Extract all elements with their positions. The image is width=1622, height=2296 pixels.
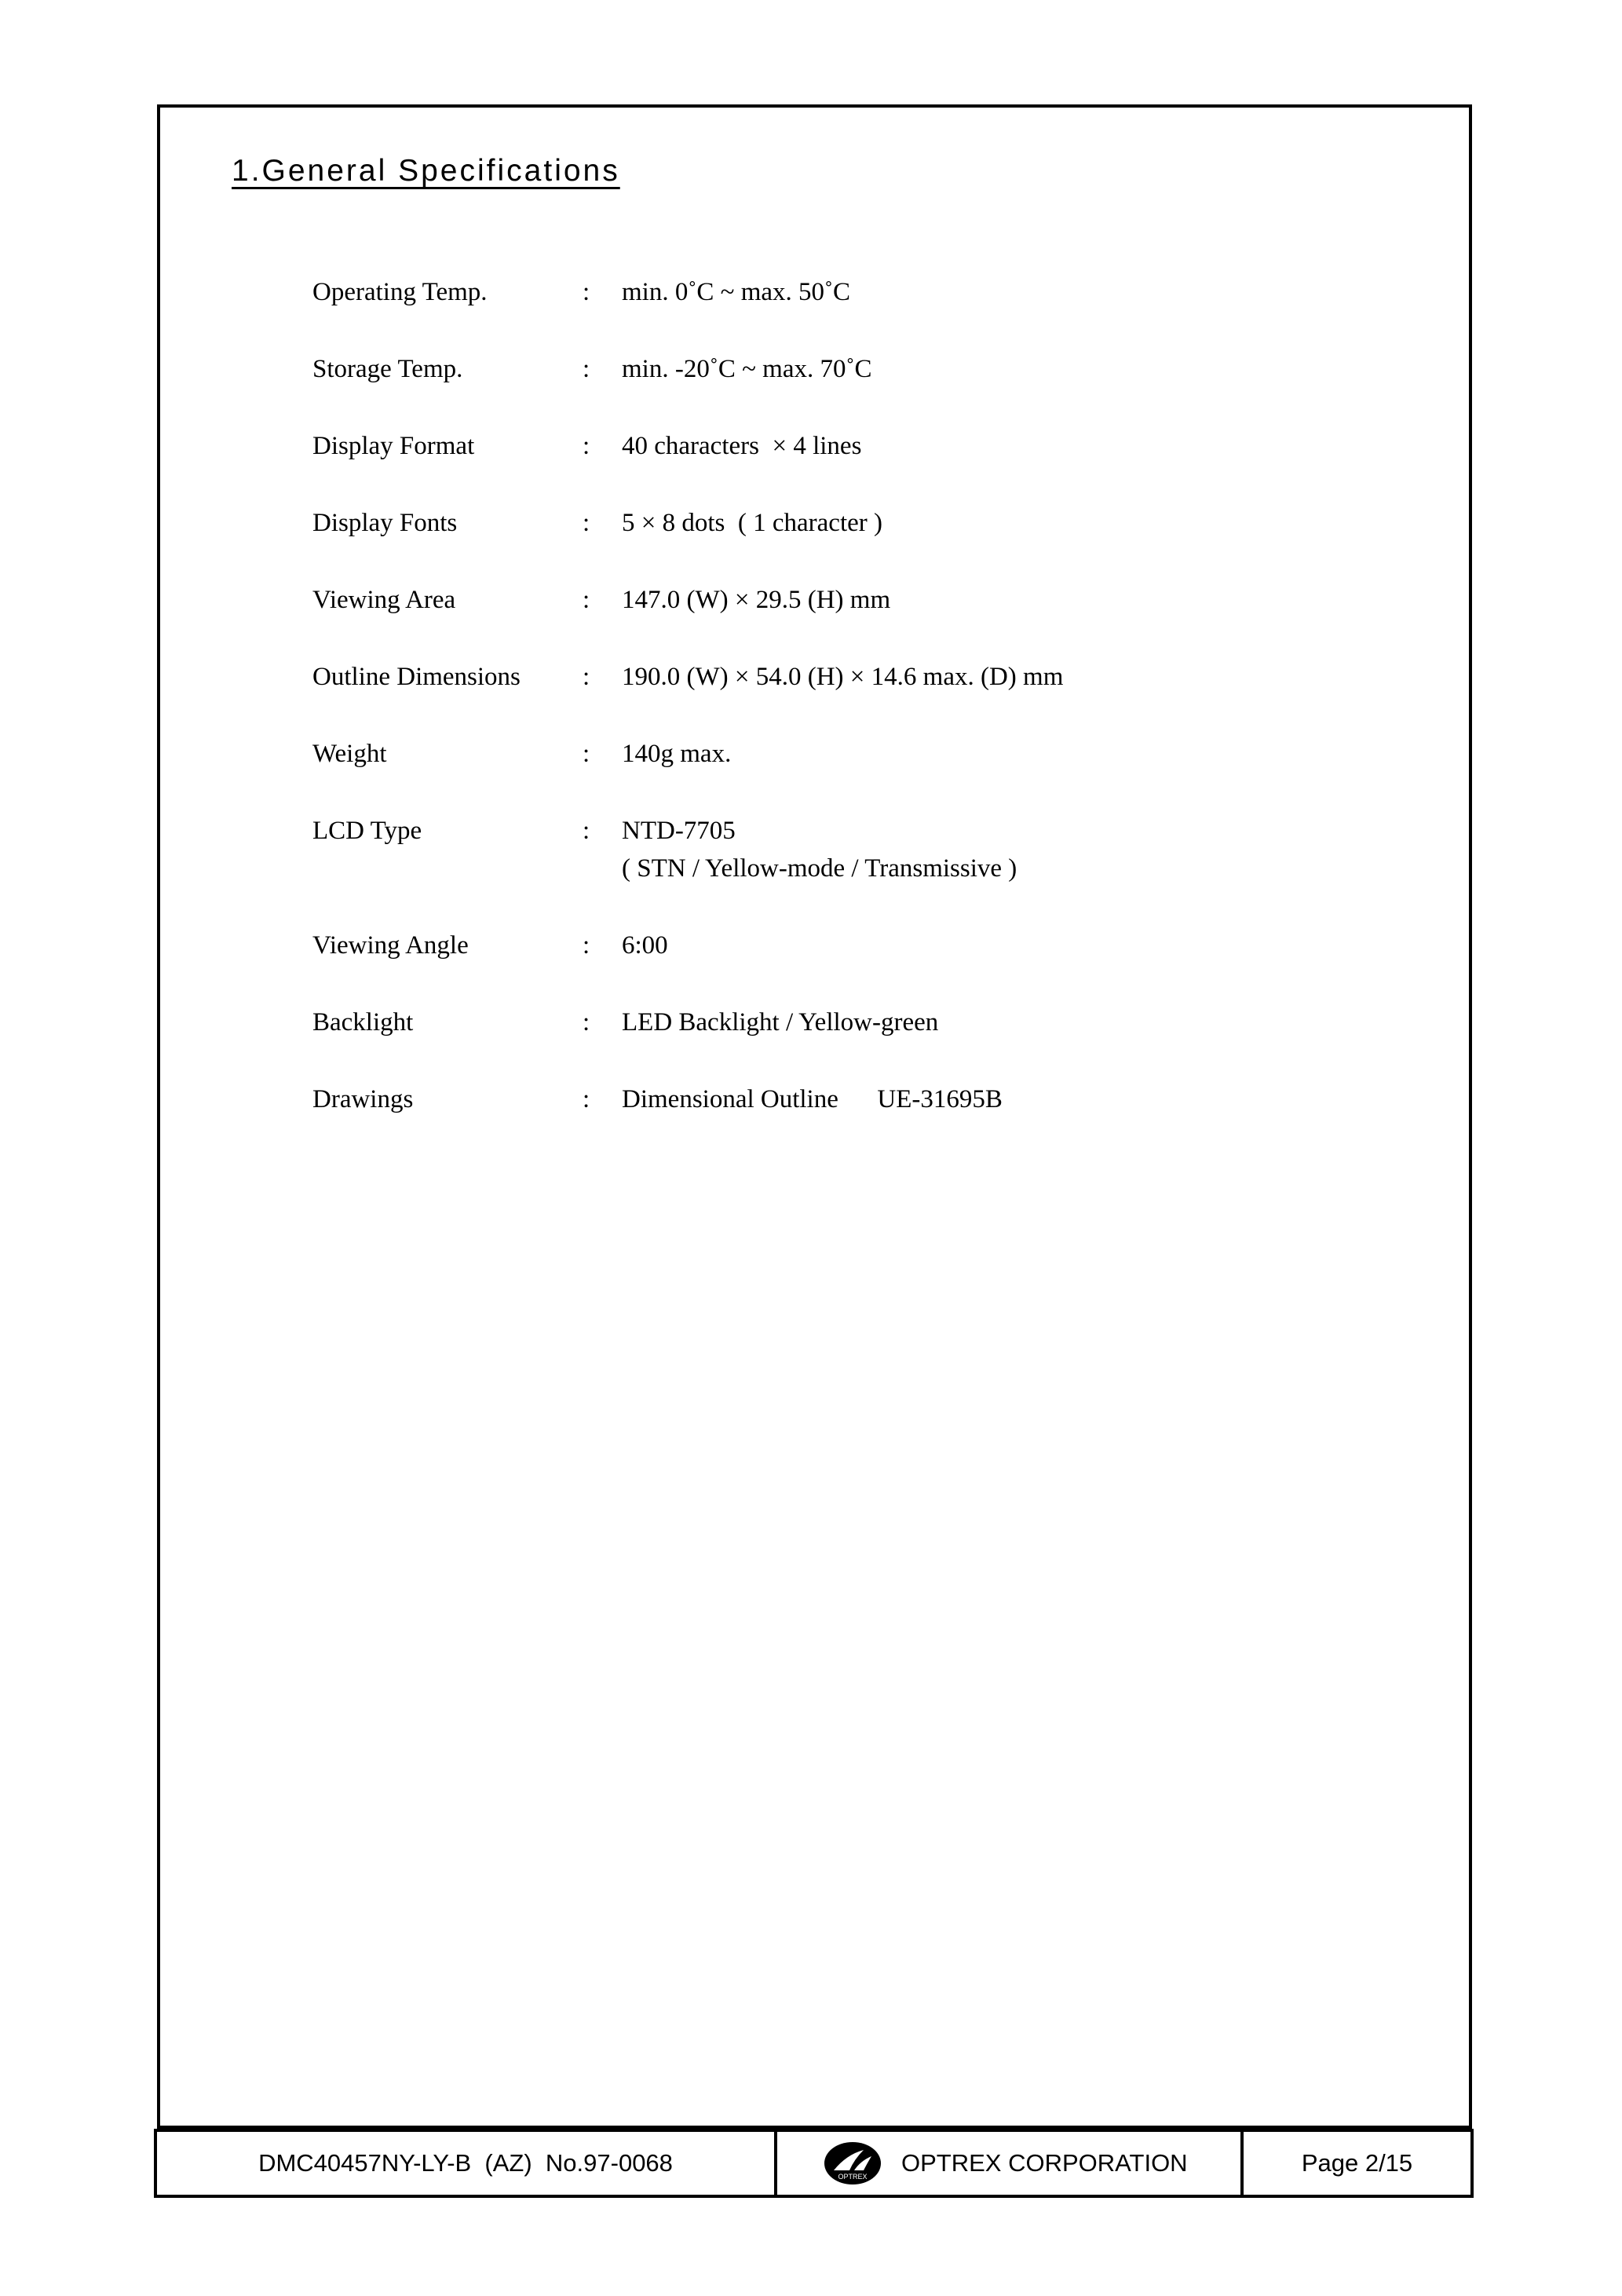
spec-value: 6:00 xyxy=(622,931,668,960)
spec-label: Viewing Area xyxy=(312,586,456,614)
spec-colon: : xyxy=(583,432,590,460)
company-name: OPTREX CORPORATION xyxy=(901,2149,1188,2177)
document-number: DMC40457NY-LY-B (AZ) No.97-0068 xyxy=(157,2132,777,2195)
spec-label: Storage Temp. xyxy=(312,355,463,383)
spec-colon: : xyxy=(583,586,590,614)
optrex-logo-icon xyxy=(823,2139,882,2188)
spec-label: Display Fonts xyxy=(312,509,458,537)
spec-value: 147.0 (W) × 29.5 (H) mm xyxy=(622,586,891,614)
spec-colon: : xyxy=(583,740,590,768)
spec-value: 5 × 8 dots ( 1 character ) xyxy=(622,509,882,537)
logo-text: OPTREX xyxy=(838,2173,868,2181)
page-number: Page 2/15 xyxy=(1301,2149,1413,2177)
spec-value-line2: ( STN / Yellow-mode / Transmissive ) xyxy=(622,854,1017,883)
spec-label: Viewing Angle xyxy=(312,931,469,960)
spec-colon: : xyxy=(583,1008,590,1036)
spec-label: Outline Dimensions xyxy=(312,663,521,691)
spec-value: 40 characters × 4 lines xyxy=(622,432,862,460)
spec-value: 140g max. xyxy=(622,740,732,768)
spec-value: 190.0 (W) × 54.0 (H) × 14.6 max. (D) mm xyxy=(622,663,1064,691)
spec-value: LED Backlight / Yellow-green xyxy=(622,1008,939,1036)
spec-label: Drawings xyxy=(312,1085,414,1113)
section-title: 1.General Specifications xyxy=(232,154,620,188)
spec-value: min. -20˚C ~ max. 70˚C xyxy=(622,355,872,383)
spec-colon: : xyxy=(583,355,590,383)
spec-colon: : xyxy=(583,278,590,306)
company-cell xyxy=(777,2132,1244,2195)
spec-label: LCD Type xyxy=(312,817,422,845)
spec-value: Dimensional Outline UE-31695B xyxy=(622,1085,1003,1113)
spec-label: Operating Temp. xyxy=(312,278,488,306)
spec-label: Backlight xyxy=(312,1008,414,1036)
spec-colon: : xyxy=(583,817,590,845)
spec-value: NTD-7705 xyxy=(622,817,736,845)
spec-colon: : xyxy=(583,931,590,960)
spec-colon: : xyxy=(583,509,590,537)
spec-list xyxy=(312,0,1412,1178)
spec-colon: : xyxy=(583,1085,590,1113)
footer xyxy=(154,2129,1474,2198)
spec-value: min. 0˚C ~ max. 50˚C xyxy=(622,278,851,306)
spec-label: Display Format xyxy=(312,432,475,460)
spec-label: Weight xyxy=(312,740,387,768)
spec-colon: : xyxy=(583,663,590,691)
